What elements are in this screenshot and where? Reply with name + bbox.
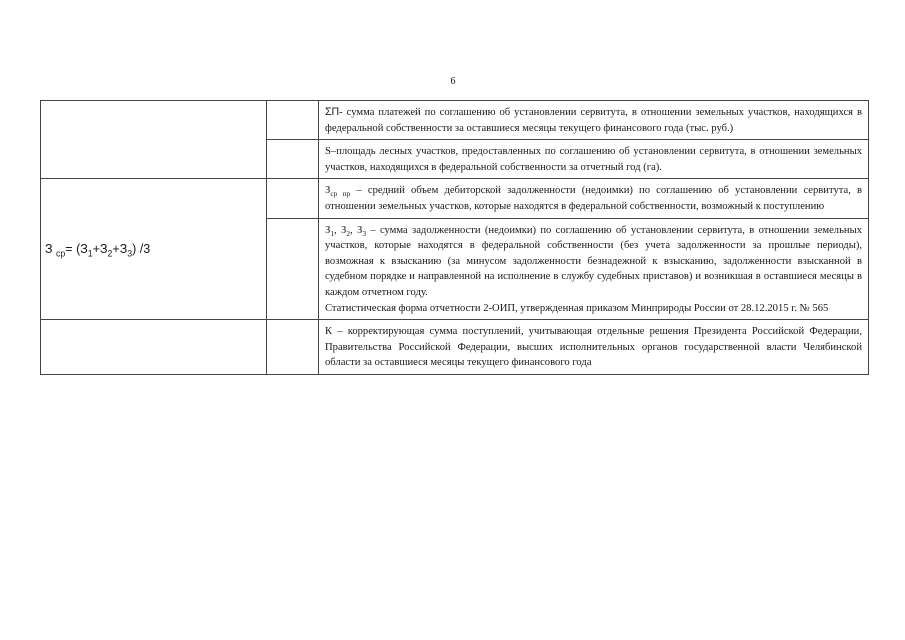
formula-close: ) /3 [132,242,151,257]
formula-lhs-sub: ср [56,248,66,259]
formula-table [40,100,869,375]
k-corr-description: К – корректирующая сумма поступлений, учитывающая отдельные решения Президента Российской Федерации, Правительства Российской Федерации, высших исполнительных органов государственной власти Челябинской области за оставшиеся месяцы текущего финансового года [325,326,862,369]
unit-cell-empty [267,179,319,218]
description-cell [319,218,869,320]
formula-lhs: З [45,242,53,257]
z-avg-formula [41,242,266,259]
z123-sep-2: , З [350,224,363,236]
z-avg-description [319,179,868,217]
description-cell [319,101,869,140]
formula-cell-empty [41,101,267,179]
table-row [41,320,869,375]
unit-cell-empty [267,320,319,375]
unit-cell-empty [267,218,319,320]
z123-text: – сумма задолженности (недоимки) по соглашению об установлении сервитута, в отношении земельных участков, которые находятся в федеральной собственности (без учета задолженности за прошлые периоды), возможная к взысканию (за минусом задолженности безнадежной к взысканию, задолженности взысканной в судебном порядке и направленной на исполнение в службу судебных приставов) и возникшая в оставшиеся месяцы в каждом отчетном году. [325,224,863,298]
formula-cell [41,179,267,320]
s-area-symbol: S [325,146,331,158]
z123-z1: З [325,224,331,236]
z123-sep-1: , З [334,224,347,236]
formula-sub-1: 1 [87,248,93,259]
formula-cell-empty [41,320,267,375]
description-cell [319,179,869,218]
sigma-p-description [319,101,868,139]
table-row [41,101,869,140]
table-row [41,179,869,218]
z-avg-symbol: З [325,185,331,197]
z-avg-text: – средний объем дебиторской задолженности (недоимки) по соглашению об установлении сервитута, в отношении земельных участков, которые находятся в федеральной собственности, возможный к поступлению [325,185,862,212]
formula-eq-open: = (З [65,242,88,257]
z123-sub-3: 3 [362,228,367,238]
z123-source: Статистическая форма отчетности 2-ОИП, утвержденная приказом Минприроды России от 28.12.2015 г. № 565 [325,302,829,314]
z123-sub-1: 1 [330,228,335,238]
z123-description [319,219,868,320]
z123-sub-2: 2 [346,228,351,238]
description-cell [319,320,869,375]
s-area-text: –площадь лесных участков, предоставленных по соглашению об установлении сервитута, в отношении земельных участков, находящихся в федеральной собственности за отчетный год (га). [325,146,862,173]
page-number: 6 [450,76,456,87]
description-cell [319,140,869,179]
formula-sub-3: 3 [127,248,133,259]
z-avg-symbol-sub: ср пр [330,189,351,199]
sigma-p-symbol: ΣП [325,106,340,118]
unit-cell-empty [267,140,319,179]
sigma-p-text: - сумма платежей по соглашению об установлении сервитута, в отношении земельных участков, находящихся в федеральной собственности за оставшиеся месяцы текущего финансового года (тыс. руб.) [325,107,862,134]
unit-cell-empty [267,101,319,140]
formula-plus-1: +З [92,242,108,257]
formula-plus-2: +З [112,242,128,257]
s-area-description [319,140,868,178]
formula-sub-2: 2 [107,248,113,259]
